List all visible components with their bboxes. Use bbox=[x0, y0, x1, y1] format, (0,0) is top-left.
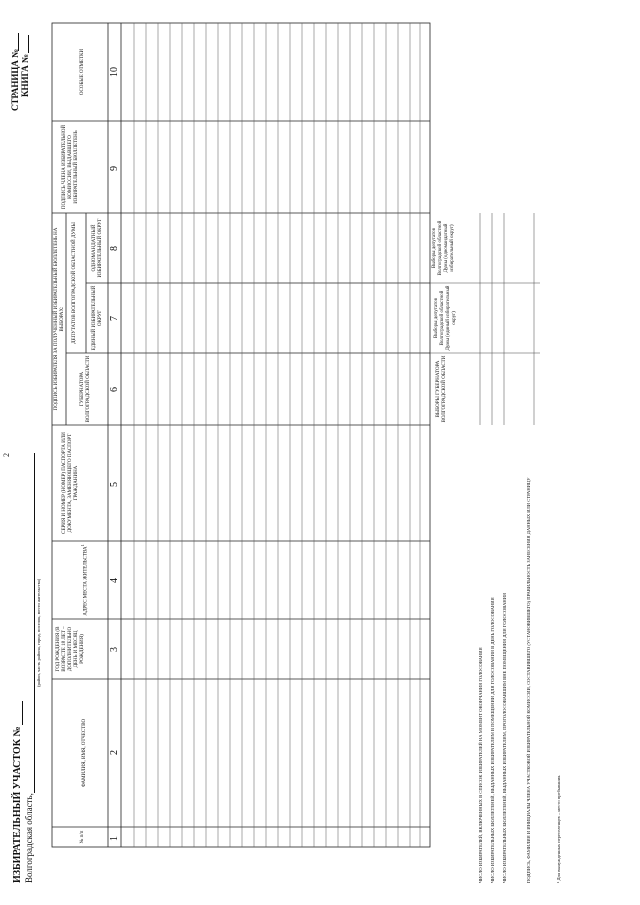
district-label: ИЗБИРАТЕЛЬНЫЙ УЧАСТОК № bbox=[12, 726, 23, 883]
col-number-1: 1 bbox=[109, 836, 120, 841]
col-number-2: 2 bbox=[109, 750, 120, 755]
col-number-3: 3 bbox=[109, 647, 120, 652]
col-governor-header: ГУБЕРНАТОРА ВОЛГОГРАДСКОЙ ОБЛАСТИ bbox=[80, 355, 91, 423]
col-number-4: 4 bbox=[109, 578, 120, 583]
summary-row-2: ЧИСЛО ИЗБИРАТЕЛЬНЫХ БЮЛЛЕТЕНЕЙ, ВЫДАННЫХ ИЗБИРАТЕЛЯМ В ПОМЕЩЕНИИ ДЛЯ ГОЛОСОВАНИЯ В ДЕНЬ ГОЛОСОВАНИЯ bbox=[490, 597, 495, 883]
col-commission-signature-header: ПОДПИСЬ ЧЛЕНА ИЗБИРАТЕЛЬНОЙ КОМИССИИ, ВЫДАВШЕГО ИЗБИРАТЕЛЬНЫЙ БЮЛЛЕТЕНЬ bbox=[62, 124, 79, 210]
duma-group-header: ДЕПУТАТОВ ВОЛГОГРАДСКОЙ ОБЛАСТНОЙ ДУМЫ bbox=[72, 222, 77, 344]
signature-group-header: ПОДПИСЬ ИЗБИРАТЕЛЯ ЗА ПОЛУЧЕННЫЙ ИЗБИРАТЕЛЬНЫЙ БЮЛЛЕТЕНЬ НА ВЫБОРАХ: bbox=[54, 227, 65, 411]
col-num-header: № п/п bbox=[80, 830, 85, 844]
col-name-header: ФАМИЛИЯ, ИМЯ, ОТЧЕСТВО bbox=[82, 718, 87, 788]
col-single-district-header: ОДНОМАНДАТНЫЙ ИЗБИРАТЕЛЬНЫЙ ОКРУГ bbox=[92, 218, 103, 278]
col-number-8: 8 bbox=[109, 246, 120, 251]
page-label: СТРАНИЦА № bbox=[10, 48, 20, 111]
col-address-header: АДРЕС МЕСТА ЖИТЕЛЬСТВА$^1$ bbox=[80, 544, 89, 616]
commission-signature-line: ПОДПИСЬ, ФАМИЛИЯ И ИНИЦИАЛЫ ЧЛЕНА УЧАСТКОВОЙ ИЗБИРАТЕЛЬНОЙ КОМИССИИ, СОСТАВИВШЕГО (УСТАНОВИВШЕГО) ПРАВИЛЬНОСТЬ ЗАНЕСЕНИЯ ДАННЫХ ИЛИ СТРАНИЦУ bbox=[526, 477, 531, 883]
col-passport-header: СЕРИЯ И НОМЕР (НОМЕР) ПАСПОРТА ИЛИ ДОКУМЕНТА, ЗАМЕНЯЮЩЕГО ПАСПОРТ ГРАЖДАНИНА bbox=[62, 432, 79, 534]
col-notes-header: ОСОБЫЕ ОТМЕТКИ bbox=[80, 48, 85, 96]
col-number-6: 6 bbox=[109, 387, 120, 392]
col-number-9: 9 bbox=[109, 166, 120, 171]
summary-common-header: Выборы депутатов Волгоградской областной Думы (единый избирательный округ) bbox=[434, 285, 457, 351]
summary-row-3: ЧИСЛО ИЗБИРАТЕЛЬНЫХ БЮЛЛЕТЕНЕЙ, ВЫДАННЫХ ИЗБИРАТЕЛЯМ, ПРОГОЛОСОВАВШИМ ВНЕ ПОМЕЩЕНИЯ ДЛЯ ГОЛОСОВАНИЯ bbox=[502, 592, 507, 883]
summary-row-1: ЧИСЛО ИЗБИРАТЕЛЕЙ, ВКЛЮЧЕННЫХ В СПИСОК ИЗБИРАТЕЛЕЙ НА МОМЕНТ ОКОНЧАНИЯ ГОЛОСОВАНИЯ bbox=[478, 647, 483, 883]
col-number-7: 7 bbox=[109, 316, 120, 321]
book-label: КНИГА № bbox=[20, 53, 30, 97]
col-number-5: 5 bbox=[109, 482, 120, 487]
footnote: ¹ Для вынужденных переселенцев – место пребывания. bbox=[556, 774, 561, 883]
region-label: Волгоградская область, bbox=[24, 793, 34, 883]
summary-governor-header: ВЫБОРЫ ГУБЕРНАТОРА ВОЛГОГРАДСКОЙ ОБЛАСТИ bbox=[436, 355, 447, 423]
col-birth-header: ГОД РОЖДЕНИЯ (В ВОЗРАСТЕ 18 ЛЕТ – ДОПОЛНИТЕЛЬНО ДЕНЬ И МЕСЯЦ РОЖДЕНИЯ) bbox=[56, 626, 85, 672]
summary-single-header: Выборы депутатов Волгоградской областной Думы (одномандатный избирательный округ) bbox=[432, 220, 455, 276]
page-number: 2 bbox=[2, 453, 11, 457]
col-number-10: 10 bbox=[109, 67, 120, 77]
col-common-district-header: ЕДИНЫЙ ИЗБИРАТЕЛЬНЫЙ ОКРУГ bbox=[92, 285, 103, 351]
locality-hint: (район, часть района, город, поселок, место жительства) bbox=[36, 578, 41, 687]
